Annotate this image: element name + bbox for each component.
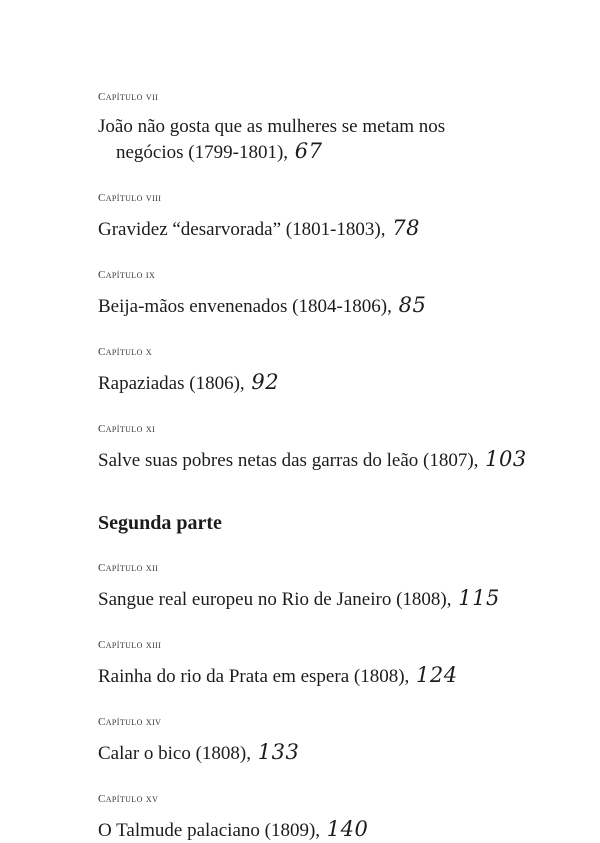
chapter-title: [98, 663, 568, 689]
chapter-title-text: Rainha do rio da Prata em espera (1808),: [98, 666, 410, 687]
chapter-label: Capítulo xv: [98, 793, 159, 805]
chapter-label: Capítulo xiii: [98, 639, 162, 651]
chapter-label: Capítulo ix: [98, 269, 156, 281]
page-number: 133: [257, 740, 300, 764]
page-number: 115: [458, 586, 500, 610]
chapter-title: [98, 586, 568, 612]
toc-entry-chapter-7: [98, 90, 568, 165]
toc-entry-chapter-9: [98, 268, 568, 319]
chapter-title: [98, 115, 446, 165]
page-number: 103: [485, 447, 527, 471]
chapter-title-text: Gravidez “desarvorada” (1801-1803),: [98, 219, 386, 240]
chapter-title: [98, 447, 568, 473]
toc-entry-chapter-13: [98, 638, 568, 689]
chapter-title-text: Salve suas pobres netas das garras do leão (1807),: [98, 450, 479, 471]
page-number: 92: [251, 370, 280, 394]
toc-entry-chapter-8: [98, 191, 568, 242]
chapter-label: Capítulo xiv: [98, 716, 162, 728]
chapter-title-text: Beija-mãos envenenados (1804-1806),: [98, 296, 392, 317]
chapter-title: [98, 370, 568, 396]
page-number: 140: [326, 817, 369, 841]
toc-entry-chapter-10: [98, 345, 568, 396]
chapter-title-text: O Talmude palaciano (1809),: [98, 820, 321, 841]
chapter-label: Capítulo vii: [98, 91, 159, 103]
toc-entry-chapter-11: [98, 422, 568, 473]
chapter-title-text: Calar o bico (1808),: [98, 743, 252, 764]
page-number: 124: [416, 663, 458, 687]
table-of-contents: [98, 90, 568, 843]
page-number: 85: [398, 293, 427, 317]
chapter-title-text: Rapaziadas (1806),: [98, 373, 245, 394]
chapter-label: Capítulo xii: [98, 562, 159, 574]
chapter-title: [98, 817, 568, 843]
chapter-label: Capítulo viii: [98, 192, 162, 204]
page-number: 78: [392, 216, 420, 240]
chapter-title-text: João não gosta que as mulheres se metam nos negócios (1799-1801),: [98, 116, 446, 163]
toc-entry-chapter-14: [98, 715, 568, 766]
chapter-title: [98, 293, 568, 319]
chapter-label: Capítulo x: [98, 346, 153, 358]
toc-entry-chapter-12: [98, 561, 568, 612]
chapter-title: [98, 216, 568, 242]
chapter-title: [98, 740, 568, 766]
chapter-label: Capítulo xi: [98, 423, 156, 435]
chapter-title-text: Sangue real europeu no Rio de Janeiro (1808),: [98, 589, 452, 610]
part-heading: Segunda parte: [98, 512, 222, 534]
page-number: 67: [294, 139, 323, 163]
